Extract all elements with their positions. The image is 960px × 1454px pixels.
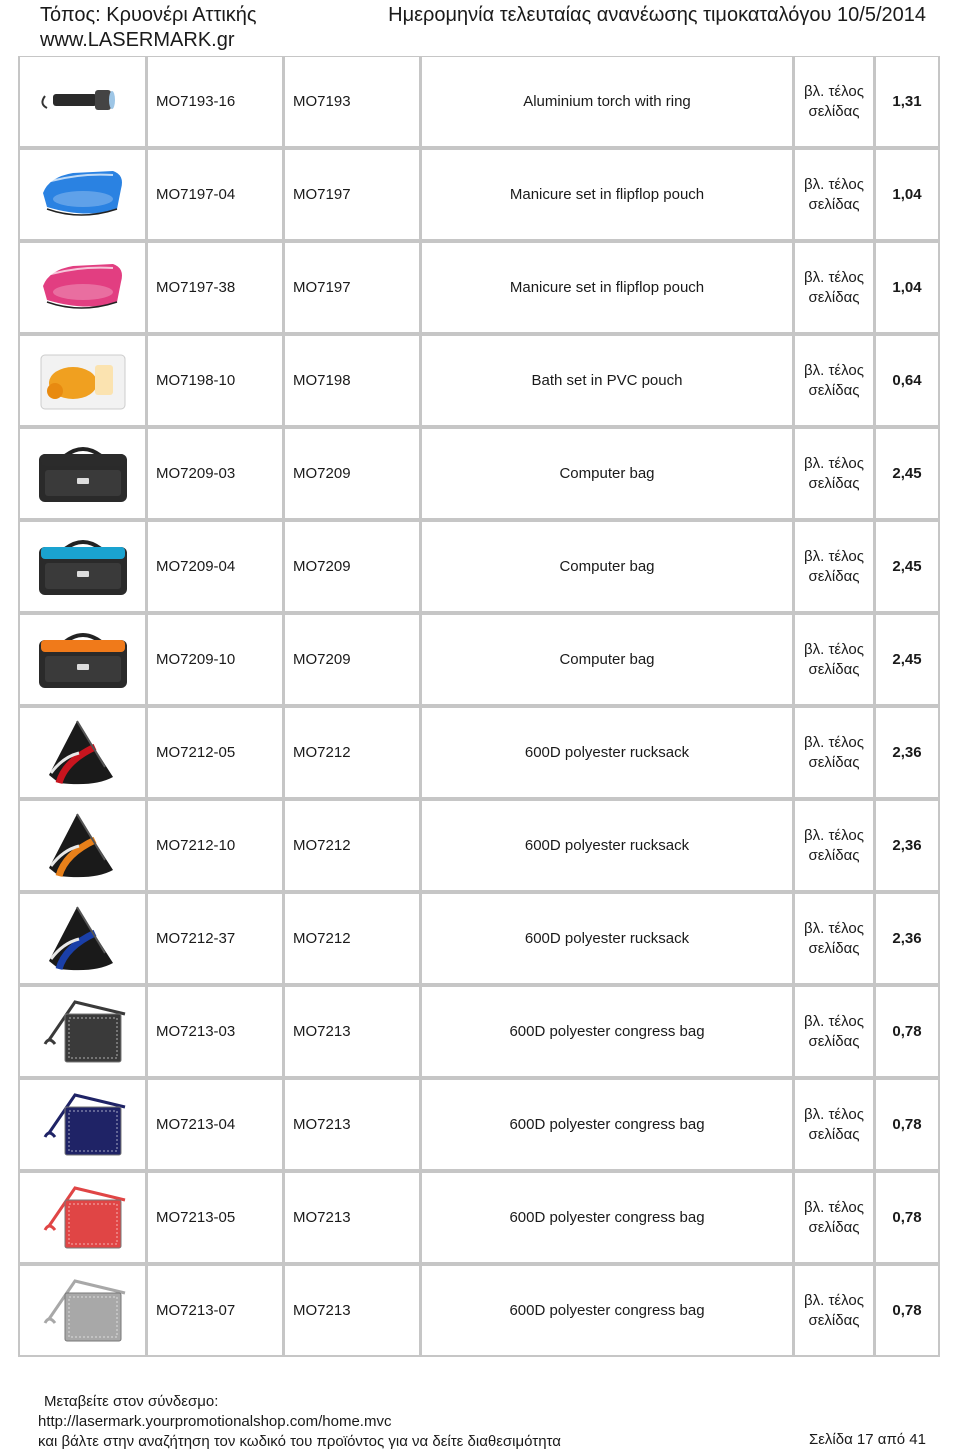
footer-url-link[interactable]: http://lasermark.yourpromotionalshop.com/home.mvc — [38, 1413, 392, 1430]
product-description: 600D polyester rucksack — [422, 894, 795, 987]
product-description: 600D polyester congress bag — [422, 1173, 795, 1266]
product-code: MO7209-10 — [148, 615, 285, 708]
product-base-code: MO7213 — [285, 1173, 422, 1266]
product-base-code: MO7209 — [285, 429, 422, 522]
price-note-line-2: σελίδας — [808, 939, 860, 957]
price-note-line-2: σελίδας — [808, 474, 860, 492]
price-note-line-1: βλ. τέλος — [804, 175, 864, 193]
footer-search-hint: και βάλτε στην αναζήτηση τον κωδικό του προϊόντος για να δείτε διαθεσιμότητα — [38, 1433, 561, 1450]
product-code: MO7209-04 — [148, 522, 285, 615]
price-note-line-2: σελίδας — [808, 102, 860, 120]
congress-bag-icon — [20, 1275, 145, 1347]
price-note — [795, 1266, 876, 1355]
product-price: 2,45 — [876, 522, 938, 615]
price-note — [795, 1173, 876, 1266]
price-note-line-1: βλ. τέλος — [804, 640, 864, 658]
product-price: 2,45 — [876, 429, 938, 522]
product-base-code: MO7193 — [285, 57, 422, 150]
table-row — [20, 243, 938, 336]
product-description: Manicure set in flipflop pouch — [422, 150, 795, 243]
product-description: 600D polyester congress bag — [422, 1266, 795, 1355]
product-price: 2,36 — [876, 708, 938, 801]
price-note-line-2: σελίδας — [808, 1311, 860, 1329]
price-note — [795, 615, 876, 708]
product-description: Bath set in PVC pouch — [422, 336, 795, 429]
price-note-line-1: βλ. τέλος — [804, 1291, 864, 1309]
price-note-line-1: βλ. τέλος — [804, 1105, 864, 1123]
product-price: 0,64 — [876, 336, 938, 429]
price-note-line-1: βλ. τέλος — [804, 1012, 864, 1030]
price-note-line-2: σελίδας — [808, 288, 860, 306]
product-table — [18, 56, 940, 1357]
website-text: www.LASERMARK.gr — [40, 29, 235, 51]
product-description: Computer bag — [422, 522, 795, 615]
price-note-line-2: σελίδας — [808, 567, 860, 585]
flipflop-pouch-icon — [20, 252, 145, 324]
product-base-code: MO7198 — [285, 336, 422, 429]
product-image-cell — [20, 1173, 148, 1266]
price-note — [795, 336, 876, 429]
price-note-line-1: βλ. τέλος — [804, 826, 864, 844]
product-image-cell — [20, 708, 148, 801]
product-image-cell — [20, 336, 148, 429]
product-code: MO7213-07 — [148, 1266, 285, 1355]
table-row — [20, 57, 938, 150]
price-note-line-2: σελίδας — [808, 753, 860, 771]
product-image-cell — [20, 615, 148, 708]
product-code: MO7213-05 — [148, 1173, 285, 1266]
price-note — [795, 150, 876, 243]
product-base-code: MO7209 — [285, 522, 422, 615]
product-price: 2,36 — [876, 801, 938, 894]
product-base-code: MO7212 — [285, 801, 422, 894]
product-base-code: MO7209 — [285, 615, 422, 708]
flipflop-pouch-icon — [20, 159, 145, 231]
product-description: Manicure set in flipflop pouch — [422, 243, 795, 336]
product-code: MO7197-04 — [148, 150, 285, 243]
product-code: MO7212-10 — [148, 801, 285, 894]
price-note-line-2: σελίδας — [808, 1032, 860, 1050]
bath-set-icon — [20, 345, 145, 417]
table-row — [20, 429, 938, 522]
product-image-cell — [20, 57, 148, 150]
congress-bag-icon — [20, 996, 145, 1068]
product-description: 600D polyester congress bag — [422, 987, 795, 1080]
product-price: 0,78 — [876, 987, 938, 1080]
price-note — [795, 243, 876, 336]
product-code: MO7197-38 — [148, 243, 285, 336]
table-row — [20, 801, 938, 894]
price-note-line-1: βλ. τέλος — [804, 361, 864, 379]
product-price: 0,78 — [876, 1080, 938, 1173]
product-base-code: MO7213 — [285, 1266, 422, 1355]
price-note-line-2: σελίδας — [808, 381, 860, 399]
page-number: Σελίδα 17 από 41 — [808, 1431, 926, 1448]
rucksack-icon — [20, 810, 145, 882]
product-code: MO7213-03 — [148, 987, 285, 1080]
product-base-code: MO7197 — [285, 243, 422, 336]
congress-bag-icon — [20, 1089, 145, 1161]
table-row — [20, 894, 938, 987]
product-description: Computer bag — [422, 429, 795, 522]
computer-bag-icon — [20, 624, 145, 696]
price-note-line-1: βλ. τέλος — [804, 454, 864, 472]
price-note-line-2: σελίδας — [808, 846, 860, 864]
price-note-line-1: βλ. τέλος — [804, 547, 864, 565]
price-note-line-1: βλ. τέλος — [804, 1198, 864, 1216]
product-base-code: MO7213 — [285, 1080, 422, 1173]
product-base-code: MO7212 — [285, 894, 422, 987]
price-note-line-2: σελίδας — [808, 1125, 860, 1143]
rucksack-icon — [20, 717, 145, 789]
price-note — [795, 1080, 876, 1173]
price-note-line-2: σελίδας — [808, 1218, 860, 1236]
price-note — [795, 987, 876, 1080]
product-price: 0,78 — [876, 1266, 938, 1355]
product-description: Computer bag — [422, 615, 795, 708]
product-code: MO7198-10 — [148, 336, 285, 429]
product-code: MO7209-03 — [148, 429, 285, 522]
product-base-code: MO7197 — [285, 150, 422, 243]
product-price: 0,78 — [876, 1173, 938, 1266]
computer-bag-icon — [20, 531, 145, 603]
product-price: 1,31 — [876, 57, 938, 150]
product-base-code: MO7213 — [285, 987, 422, 1080]
product-image-cell — [20, 987, 148, 1080]
price-note-line-2: σελίδας — [808, 660, 860, 678]
product-image-cell — [20, 894, 148, 987]
price-note-line-2: σελίδας — [808, 195, 860, 213]
price-note-line-1: βλ. τέλος — [804, 733, 864, 751]
table-row — [20, 150, 938, 243]
product-code: MO7213-04 — [148, 1080, 285, 1173]
computer-bag-icon — [20, 438, 145, 510]
product-price: 1,04 — [876, 150, 938, 243]
table-row — [20, 336, 938, 429]
product-image-cell — [20, 1266, 148, 1355]
product-image-cell — [20, 429, 148, 522]
product-image-cell — [20, 522, 148, 615]
location-text: Τόπος: Κρυονέρι Αττικής — [40, 4, 257, 26]
price-note — [795, 894, 876, 987]
table-row — [20, 522, 938, 615]
price-note — [795, 708, 876, 801]
product-description: 600D polyester rucksack — [422, 801, 795, 894]
price-note — [795, 57, 876, 150]
product-image-cell — [20, 801, 148, 894]
price-note-line-1: βλ. τέλος — [804, 82, 864, 100]
price-note — [795, 801, 876, 894]
product-code: MO7193-16 — [148, 57, 285, 150]
price-note-line-1: βλ. τέλος — [804, 268, 864, 286]
table-row — [20, 1173, 938, 1266]
product-description: 600D polyester rucksack — [422, 708, 795, 801]
price-note — [795, 522, 876, 615]
product-image-cell — [20, 243, 148, 336]
product-description: 600D polyester congress bag — [422, 1080, 795, 1173]
table-row — [20, 708, 938, 801]
table-row — [20, 1266, 938, 1355]
torch-icon — [20, 66, 145, 138]
table-row — [20, 1080, 938, 1173]
product-code: MO7212-37 — [148, 894, 285, 987]
product-price: 2,36 — [876, 894, 938, 987]
product-price: 2,45 — [876, 615, 938, 708]
product-code: MO7212-05 — [148, 708, 285, 801]
product-base-code: MO7212 — [285, 708, 422, 801]
product-price: 1,04 — [876, 243, 938, 336]
product-image-cell — [20, 1080, 148, 1173]
table-row — [20, 987, 938, 1080]
product-image-cell — [20, 150, 148, 243]
page-header — [0, 0, 960, 56]
table-row — [20, 615, 938, 708]
update-date-text: Ημερομηνία τελευταίας ανανέωσης τιμοκαταλόγου 10/5/2014 — [388, 4, 926, 26]
rucksack-icon — [20, 903, 145, 975]
product-description: Aluminium torch with ring — [422, 57, 795, 150]
price-note-line-1: βλ. τέλος — [804, 919, 864, 937]
footer-link-label: Μεταβείτε στον σύνδεσμο: — [44, 1393, 219, 1410]
congress-bag-icon — [20, 1182, 145, 1254]
price-note — [795, 429, 876, 522]
